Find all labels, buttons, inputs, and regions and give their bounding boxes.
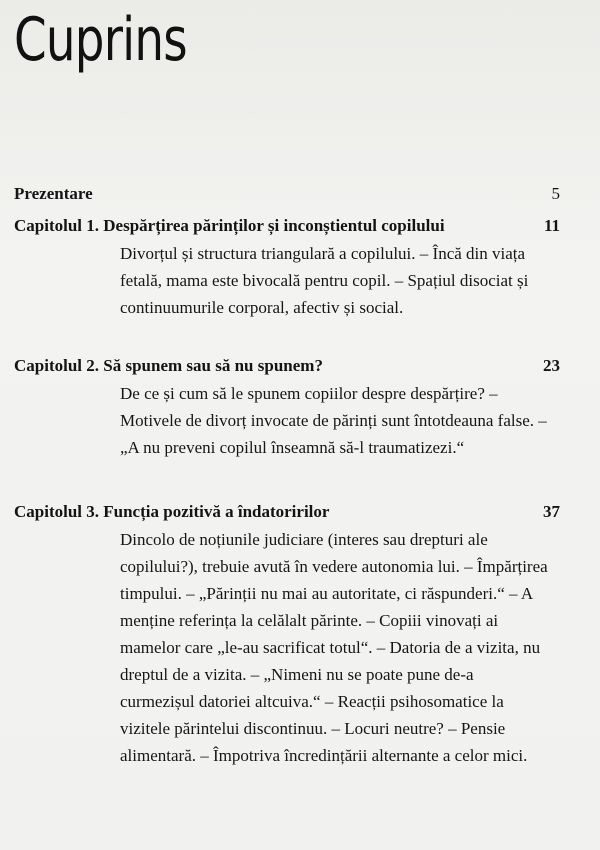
toc-entry-chapter-3 <box>14 498 560 769</box>
toc-entry-header <box>14 180 560 208</box>
toc-entry-header <box>14 212 560 240</box>
toc-entry-page-number: 5 <box>551 184 560 203</box>
toc-entry-header <box>14 498 560 526</box>
toc-entry-page-number: 11 <box>543 216 560 235</box>
toc-entry-page-number: 37 <box>543 502 560 521</box>
toc-entry-chapter-2 <box>14 352 560 461</box>
toc-entry-label: Capitolul 1. Despărțirea părinților și inconștientul copilului <box>14 216 445 235</box>
toc-entry-summary: Dincolo de noțiunile judiciare (interes sau drepturi ale copilului?), trebuie avută în vedere autonomia lui. – Împărțirea timpului. – „Părinții nu mai au autoritate, ci răspunderi.“ – A menține referința la celălalt părinte. – Copiii vinovați ai mamelor care „le-au sacrificat totul“. – Datoria de a vizita, nu dreptul de a vizita. – „Nimeni nu se poate pune de-a curmezișul datoriei altcuiva.“ – Reacții psihosomatice la vizitele părintelui discontinuu. – Locuri neutre? – Pensie alimentară. – Împotriva încredințării alternante a celor mici. <box>120 530 548 765</box>
toc-entry-summary: De ce și cum să le spunem copiilor despre despărțire? – Motivele de divorț invocate de părinți sunt întotdeauna false. – „A nu preveni copilul înseamnă să-l traumatizezi.“ <box>120 384 547 457</box>
toc-entry-summary: Divorțul și structura triangulară a copilului. – Încă din viața fetală, mama este bivocală pentru copil. – Spațiul disociat și continuumurile corporal, afectiv și social. <box>120 244 529 317</box>
toc-entry-label: Prezentare <box>14 184 93 203</box>
toc-entry-page-number: 23 <box>543 356 560 375</box>
toc-entry-header <box>14 352 560 380</box>
toc-entry-label: Capitolul 2. Să spunem sau să nu spunem? <box>14 356 323 375</box>
toc-entry-chapter-1 <box>14 212 560 321</box>
toc-entry-label: Capitolul 3. Funcția pozitivă a îndatoririlor <box>14 502 330 521</box>
toc-entry-prezentare <box>14 180 560 208</box>
page-title: Cuprins <box>14 5 187 75</box>
